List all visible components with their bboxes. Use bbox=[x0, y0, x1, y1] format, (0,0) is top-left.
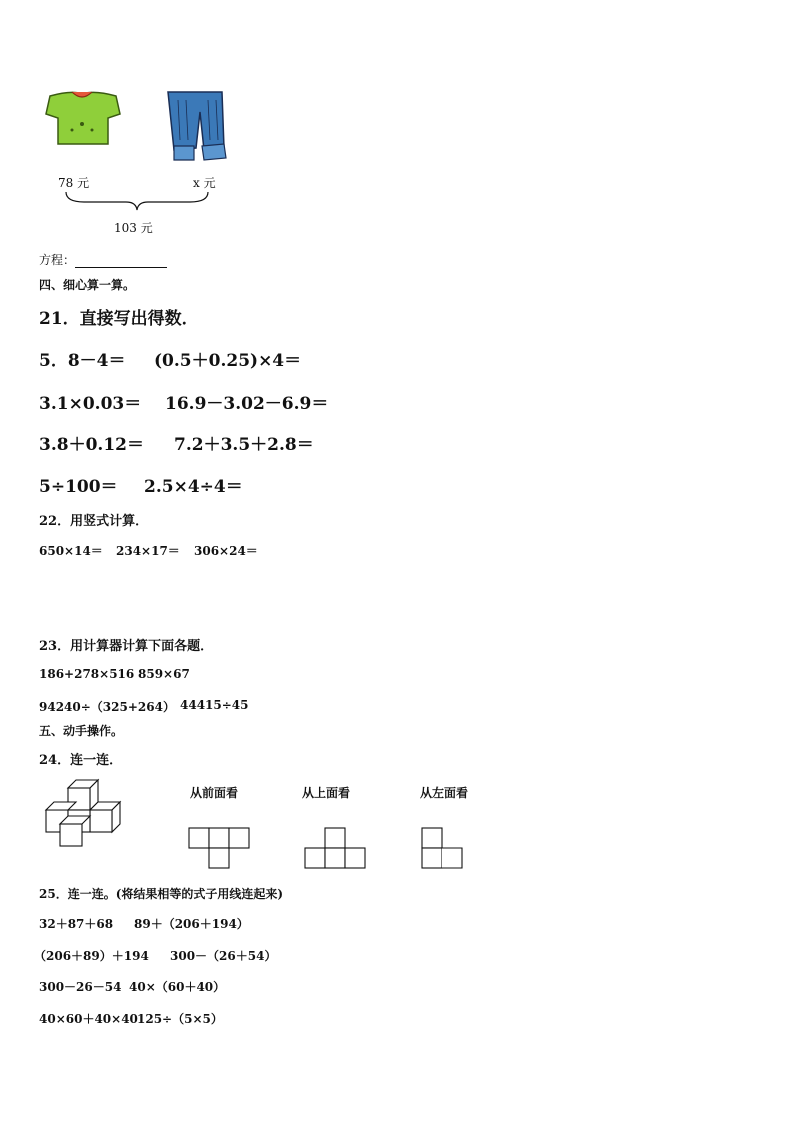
q25-item[interactable]: 300－（26＋54） bbox=[170, 949, 277, 963]
total-price-label: 103 元 bbox=[114, 221, 153, 235]
q21-item: 2.5×4÷4＝ bbox=[144, 477, 243, 497]
section5-title: 五、动手操作。 bbox=[39, 724, 124, 738]
pants-price-label: x 元 bbox=[193, 176, 216, 190]
q24-title: 24．连一连． bbox=[39, 753, 123, 768]
q21-item: (0.5＋0.25)×4＝ bbox=[154, 351, 302, 371]
q25-title: 25．连一连。(将结果相等的式子用线连起来) bbox=[39, 887, 284, 901]
view-label-front: 从前面看 bbox=[190, 786, 239, 800]
q22-title: 22．用竖式计算． bbox=[39, 514, 149, 529]
q25-item[interactable]: （206＋89）＋194 bbox=[34, 949, 149, 963]
shirt-price-label: 78 元 bbox=[58, 176, 90, 190]
q21-item: 5．8－4＝ bbox=[39, 351, 126, 371]
total-brace bbox=[64, 190, 210, 214]
q21-item: 5÷100＝ bbox=[39, 477, 118, 497]
q23-item: 859×67 bbox=[138, 667, 190, 681]
cube-stack-figure bbox=[44, 784, 136, 850]
equation-row bbox=[39, 251, 167, 268]
q21-item: 3.1×0.03＝ bbox=[39, 394, 142, 414]
q25-item[interactable]: 89＋（206＋194） bbox=[134, 917, 249, 931]
q21-title: 21．直接写出得数． bbox=[39, 309, 199, 329]
shirt-illustration bbox=[42, 88, 122, 148]
q21-item: 16.9－3.02－6.9＝ bbox=[165, 394, 329, 414]
view-label-top: 从上面看 bbox=[302, 786, 351, 800]
q21-item: 7.2＋3.5＋2.8＝ bbox=[174, 435, 314, 455]
q23-item: 94240÷（325+264） bbox=[39, 700, 175, 714]
q23-item: 186+278×516 bbox=[39, 667, 135, 681]
q22-item: 650×14＝ bbox=[39, 544, 103, 558]
q23-title: 23．用计算器计算下面各题． bbox=[39, 639, 214, 654]
q25-item[interactable]: 300－26－54 bbox=[39, 980, 122, 994]
view-shape-left[interactable] bbox=[421, 827, 465, 871]
q22-item: 234×17＝ bbox=[116, 544, 180, 558]
q25-item[interactable]: 125÷（5×5） bbox=[137, 1012, 223, 1026]
section4-title: 四、细心算一算。 bbox=[39, 278, 136, 292]
equation-label: 方程： bbox=[39, 253, 76, 267]
view-shape-front[interactable] bbox=[188, 827, 250, 871]
view-shape-top[interactable] bbox=[304, 827, 366, 871]
q21-item: 3.8＋0.12＝ bbox=[39, 435, 144, 455]
equation-blank[interactable] bbox=[75, 255, 167, 268]
view-label-left: 从左面看 bbox=[420, 786, 469, 800]
q25-item[interactable]: 32＋87＋68 bbox=[39, 917, 114, 931]
q25-item[interactable]: 40×（60＋40） bbox=[129, 980, 226, 994]
q22-item: 306×24＝ bbox=[194, 544, 258, 558]
pants-illustration bbox=[164, 90, 230, 162]
q23-item: 44415÷45 bbox=[180, 698, 249, 712]
q25-item[interactable]: 40×60＋40×40 bbox=[39, 1012, 138, 1026]
